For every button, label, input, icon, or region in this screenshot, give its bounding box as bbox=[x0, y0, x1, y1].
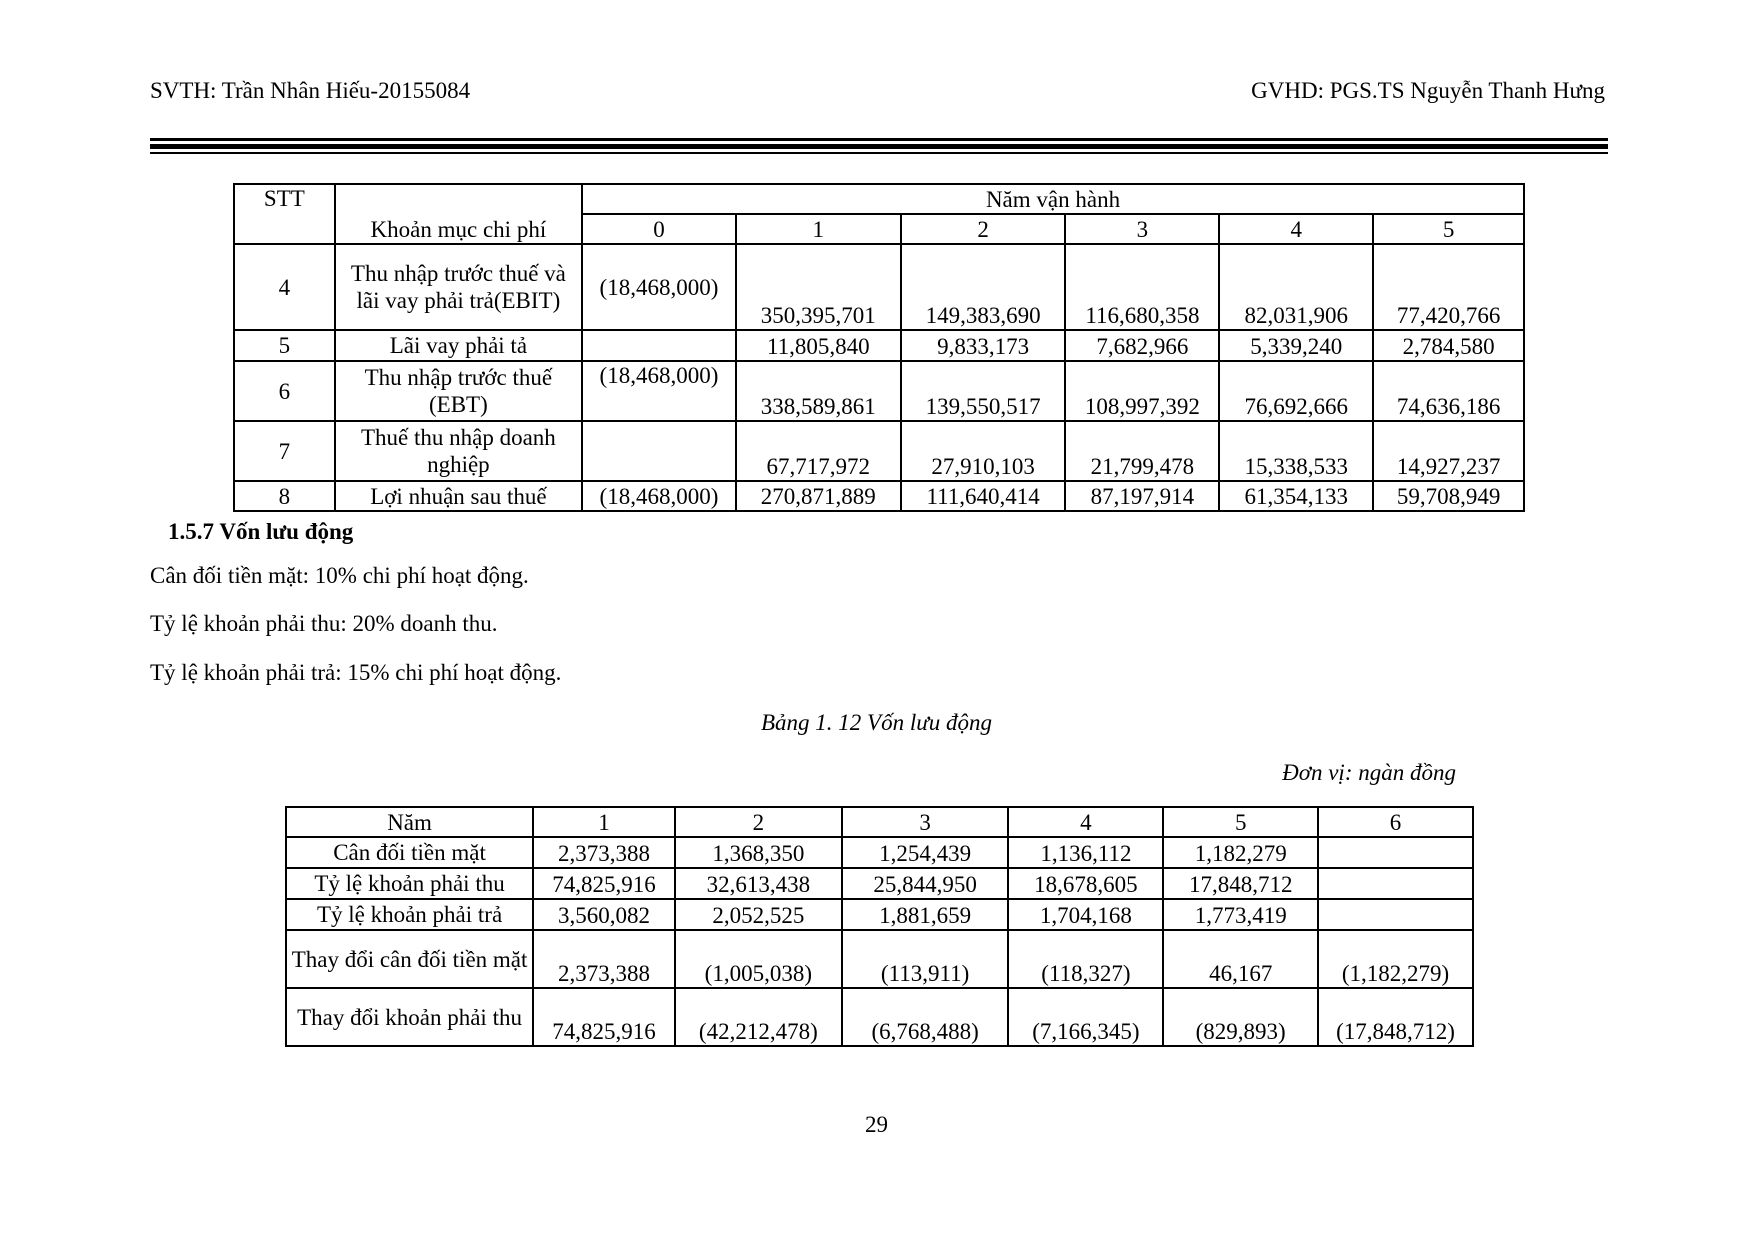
value-cell: (6,768,488) bbox=[842, 988, 1009, 1046]
section-heading: 1.5.7 Vốn lưu động bbox=[168, 519, 354, 544]
value-cell: 270,871,889 bbox=[736, 481, 901, 511]
value-cell: 2,373,388 bbox=[533, 930, 675, 988]
table-row bbox=[234, 421, 1524, 481]
value-cell: 67,717,972 bbox=[736, 421, 901, 481]
row-label: Thay đổi cân đối tiền mặt bbox=[286, 930, 533, 988]
stt-cell: 8 bbox=[234, 481, 335, 511]
item-cell: Thu nhập trước thuế (EBT) bbox=[335, 361, 582, 421]
header-rule-middle bbox=[150, 144, 1608, 149]
year-header: 1 bbox=[533, 807, 675, 837]
value-cell: 82,031,906 bbox=[1219, 244, 1373, 330]
year-header: 3 bbox=[842, 807, 1009, 837]
row-label: Tỷ lệ khoản phải thu bbox=[286, 868, 533, 899]
value-cell: (17,848,712) bbox=[1318, 988, 1473, 1046]
unit-note: Đơn vị: ngàn đồng bbox=[1282, 760, 1456, 785]
value-cell bbox=[582, 421, 736, 481]
value-cell bbox=[1318, 868, 1473, 899]
value-cell: (18,468,000) bbox=[582, 481, 736, 511]
stt-cell: 4 bbox=[234, 244, 335, 330]
year-header: 2 bbox=[901, 214, 1066, 244]
value-cell: 1,704,168 bbox=[1008, 899, 1163, 930]
year-header: 4 bbox=[1219, 214, 1373, 244]
year-header: 1 bbox=[736, 214, 901, 244]
value-cell: (7,166,345) bbox=[1008, 988, 1163, 1046]
value-cell bbox=[582, 330, 736, 361]
item-cell: Thuế thu nhập doanh nghiệp bbox=[335, 421, 582, 481]
value-cell: 7,682,966 bbox=[1065, 330, 1219, 361]
value-cell: 1,254,439 bbox=[842, 837, 1009, 868]
value-cell: 14,927,237 bbox=[1373, 421, 1524, 481]
item-cell: Thu nhập trước thuế và lãi vay phải trả(EBIT) bbox=[335, 244, 582, 330]
header-student: SVTH: Trần Nhân Hiếu-20155084 bbox=[150, 78, 471, 103]
table-row bbox=[286, 988, 1473, 1046]
value-cell: 18,678,605 bbox=[1008, 868, 1163, 899]
header-supervisor: GVHD: PGS.TS Nguyễn Thanh Hưng bbox=[1251, 78, 1605, 103]
table-row bbox=[286, 837, 1473, 868]
item-header: Khoản mục chi phí bbox=[335, 184, 582, 244]
year-header: 0 bbox=[582, 214, 736, 244]
table-row bbox=[286, 899, 1473, 930]
value-cell: (118,327) bbox=[1008, 930, 1163, 988]
value-cell: (1,182,279) bbox=[1318, 930, 1473, 988]
value-cell: 74,636,186 bbox=[1373, 361, 1524, 421]
value-cell: 111,640,414 bbox=[901, 481, 1066, 511]
year-header: 5 bbox=[1373, 214, 1524, 244]
value-cell: 74,825,916 bbox=[533, 988, 675, 1046]
operating-years-header: Năm vận hành bbox=[582, 184, 1524, 214]
value-cell: 46,167 bbox=[1163, 930, 1318, 988]
stt-header: STT bbox=[234, 184, 335, 244]
table-row bbox=[286, 930, 1473, 988]
value-cell: 32,613,438 bbox=[675, 868, 842, 899]
stt-cell: 5 bbox=[234, 330, 335, 361]
value-cell: 149,383,690 bbox=[901, 244, 1066, 330]
profit-table bbox=[233, 183, 1525, 512]
value-cell: 2,373,388 bbox=[533, 837, 675, 868]
value-cell: (829,893) bbox=[1163, 988, 1318, 1046]
item-cell: Lãi vay phải tả bbox=[335, 330, 582, 361]
value-cell: (113,911) bbox=[842, 930, 1009, 988]
value-cell: 1,368,350 bbox=[675, 837, 842, 868]
value-cell: 27,910,103 bbox=[901, 421, 1066, 481]
value-cell: 2,052,525 bbox=[675, 899, 842, 930]
value-cell: 116,680,358 bbox=[1065, 244, 1219, 330]
value-cell: (18,468,000) bbox=[582, 244, 736, 330]
item-cell: Lợi nhuận sau thuế bbox=[335, 481, 582, 511]
value-cell: 87,197,914 bbox=[1065, 481, 1219, 511]
table-row bbox=[286, 868, 1473, 899]
paragraph-payables: Tỷ lệ khoản phải trả: 15% chi phí hoạt động. bbox=[150, 660, 562, 685]
value-cell: (1,005,038) bbox=[675, 930, 842, 988]
value-cell: 76,692,666 bbox=[1219, 361, 1373, 421]
year-label-header: Năm bbox=[286, 807, 533, 837]
table-row bbox=[234, 361, 1524, 421]
value-cell: 59,708,949 bbox=[1373, 481, 1524, 511]
value-cell: 11,805,840 bbox=[736, 330, 901, 361]
value-cell: 9,833,173 bbox=[901, 330, 1066, 361]
row-label: Cân đối tiền mặt bbox=[286, 837, 533, 868]
value-cell: 61,354,133 bbox=[1219, 481, 1373, 511]
value-cell: 3,560,082 bbox=[533, 899, 675, 930]
value-cell: 1,136,112 bbox=[1008, 837, 1163, 868]
paragraph-cash-balance: Cân đối tiền mặt: 10% chi phí hoạt động. bbox=[150, 563, 529, 588]
value-cell bbox=[1318, 899, 1473, 930]
table-header-row bbox=[286, 807, 1473, 837]
value-cell: 1,182,279 bbox=[1163, 837, 1318, 868]
value-cell: 2,784,580 bbox=[1373, 330, 1524, 361]
value-cell: 17,848,712 bbox=[1163, 868, 1318, 899]
paragraph-receivables: Tỷ lệ khoản phải thu: 20% doanh thu. bbox=[150, 611, 498, 636]
value-cell: 338,589,861 bbox=[736, 361, 901, 421]
value-cell: 1,773,419 bbox=[1163, 899, 1318, 930]
value-cell: (42,212,478) bbox=[675, 988, 842, 1046]
value-cell: 15,338,533 bbox=[1219, 421, 1373, 481]
value-cell: (18,468,000) bbox=[582, 361, 736, 421]
header-rule-top bbox=[150, 138, 1608, 141]
working-capital-table bbox=[285, 806, 1474, 1047]
table-caption: Bảng 1. 12 Vốn lưu động bbox=[760, 710, 993, 735]
table-row bbox=[234, 330, 1524, 361]
year-header: 3 bbox=[1065, 214, 1219, 244]
value-cell: 77,420,766 bbox=[1373, 244, 1524, 330]
value-cell: 139,550,517 bbox=[901, 361, 1066, 421]
value-cell: 350,395,701 bbox=[736, 244, 901, 330]
row-label: Thay đổi khoản phải thu bbox=[286, 988, 533, 1046]
value-cell: 108,997,392 bbox=[1065, 361, 1219, 421]
year-header: 5 bbox=[1163, 807, 1318, 837]
year-header: 2 bbox=[675, 807, 842, 837]
year-header: 6 bbox=[1318, 807, 1473, 837]
page-number: 29 bbox=[865, 1112, 888, 1137]
value-cell: 5,339,240 bbox=[1219, 330, 1373, 361]
value-cell: 74,825,916 bbox=[533, 868, 675, 899]
value-cell: 25,844,950 bbox=[842, 868, 1009, 899]
value-cell bbox=[1318, 837, 1473, 868]
header-rule-bottom bbox=[150, 152, 1608, 154]
year-header: 4 bbox=[1008, 807, 1163, 837]
value-cell: 21,799,478 bbox=[1065, 421, 1219, 481]
stt-cell: 6 bbox=[234, 361, 335, 421]
stt-cell: 7 bbox=[234, 421, 335, 481]
table-row bbox=[234, 244, 1524, 330]
table-row bbox=[234, 481, 1524, 511]
value-cell: 1,881,659 bbox=[842, 899, 1009, 930]
row-label: Tỷ lệ khoản phải trả bbox=[286, 899, 533, 930]
